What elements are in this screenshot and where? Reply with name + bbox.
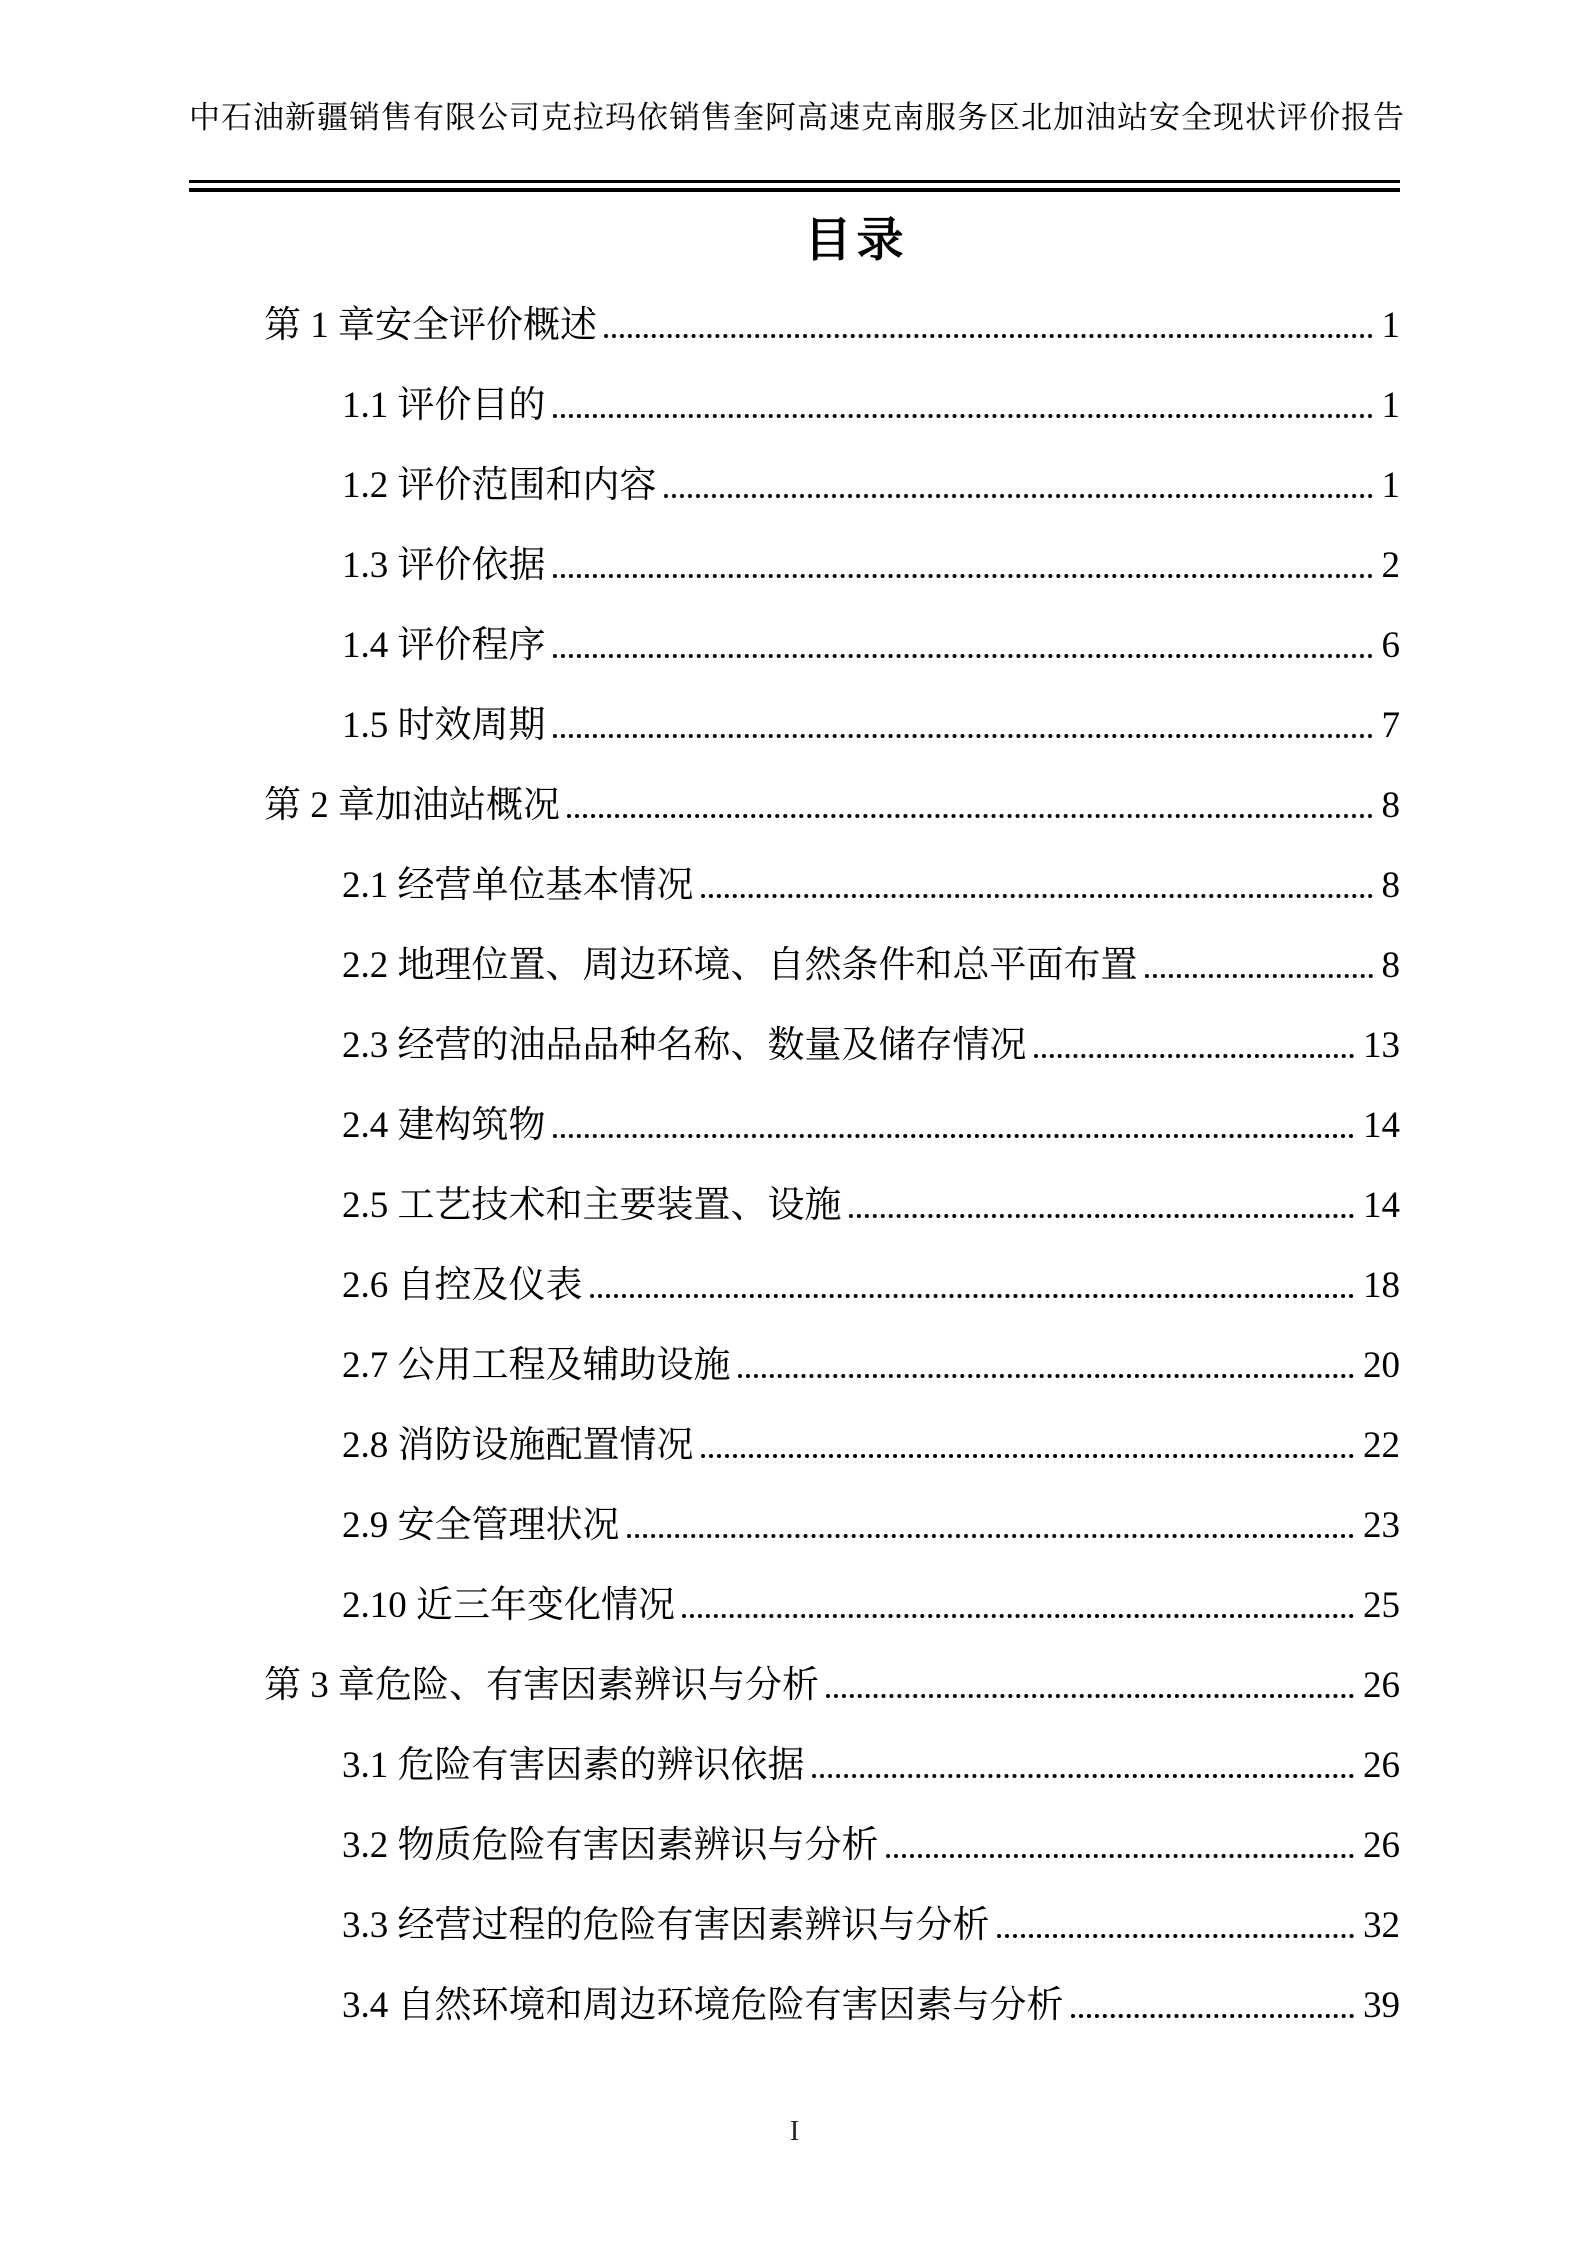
toc-entry-leader-dots xyxy=(553,734,1373,738)
toc-entry-label: 1.1 评价目的 xyxy=(342,385,546,427)
toc-entry-page: 6 xyxy=(1381,625,1400,667)
toc-entry-page: 25 xyxy=(1363,1585,1400,1627)
toc-entry-leader-dots xyxy=(590,1294,1355,1298)
toc-entry-page: 2 xyxy=(1381,545,1400,587)
toc-entry[interactable] xyxy=(189,828,1400,908)
toc-entry[interactable] xyxy=(189,1948,1400,2028)
toc-entry[interactable] xyxy=(189,1788,1400,1868)
toc-entry-page: 8 xyxy=(1381,785,1400,827)
toc-entry-leader-dots xyxy=(682,1614,1354,1618)
toc-entry-leader-dots xyxy=(886,1854,1355,1858)
toc-entry-label: 2.6 自控及仪表 xyxy=(342,1265,583,1307)
header-rule xyxy=(189,180,1400,192)
toc-entry-label: 2.7 公用工程及辅助设施 xyxy=(342,1345,731,1387)
toc-entry-leader-dots xyxy=(664,494,1373,498)
toc-entry[interactable] xyxy=(189,1868,1400,1948)
toc-entry-leader-dots xyxy=(567,814,1373,818)
toc-entry-label: 2.2 地理位置、周边环境、自然条件和总平面布置 xyxy=(342,945,1138,987)
toc-entry[interactable] xyxy=(189,1548,1400,1628)
toc-entry[interactable] xyxy=(189,428,1400,508)
toc-list xyxy=(189,268,1400,2028)
toc-entry-label: 2.5 工艺技术和主要装置、设施 xyxy=(342,1185,842,1227)
toc-entry-page: 1 xyxy=(1381,465,1400,507)
toc-entry-label: 3.3 经营过程的危险有害因素辨识与分析 xyxy=(342,1905,990,1947)
toc-entry-leader-dots xyxy=(553,574,1373,578)
toc-entry-page: 1 xyxy=(1381,385,1400,427)
toc-entry-leader-dots xyxy=(1145,974,1373,978)
toc-entry-page: 26 xyxy=(1363,1745,1400,1787)
toc-entry-label: 2.3 经营的油品品种名称、数量及储存情况 xyxy=(342,1025,1027,1067)
toc-entry-page: 13 xyxy=(1363,1025,1400,1067)
toc-entry-page: 7 xyxy=(1381,705,1400,747)
toc-entry-label: 2.8 消防设施配置情况 xyxy=(342,1425,694,1467)
toc-entry-label: 2.10 近三年变化情况 xyxy=(342,1585,675,1627)
toc-entry-label: 2.1 经营单位基本情况 xyxy=(342,865,694,907)
footer-page-number: I xyxy=(789,2116,800,2147)
toc-entry[interactable] xyxy=(189,1468,1400,1548)
toc-entry-label: 2.4 建构筑物 xyxy=(342,1105,546,1147)
toc-entry[interactable] xyxy=(189,1708,1400,1788)
toc-entry[interactable] xyxy=(189,1148,1400,1228)
toc-entry-page: 1 xyxy=(1381,305,1400,347)
toc-entry[interactable] xyxy=(189,668,1400,748)
toc-entry[interactable] xyxy=(189,908,1400,988)
toc-entry[interactable] xyxy=(189,588,1400,668)
toc-entry-leader-dots xyxy=(553,654,1373,658)
toc-entry-page: 14 xyxy=(1363,1105,1400,1147)
toc-entry-leader-dots xyxy=(701,894,1373,898)
toc-entry[interactable] xyxy=(189,348,1400,428)
toc-entry-page: 22 xyxy=(1363,1425,1400,1467)
toc-entry-page: 8 xyxy=(1381,945,1400,987)
toc-entry-leader-dots xyxy=(849,1214,1355,1218)
toc-entry[interactable] xyxy=(189,988,1400,1068)
page-title: 目录 xyxy=(804,213,909,266)
toc-entry-page: 26 xyxy=(1363,1665,1400,1707)
toc-entry-page: 8 xyxy=(1381,865,1400,907)
toc-entry-page: 26 xyxy=(1363,1825,1400,1867)
toc-entry-leader-dots xyxy=(738,1374,1355,1378)
toc-entry[interactable] xyxy=(189,1388,1400,1468)
toc-entry-page: 14 xyxy=(1363,1185,1400,1227)
toc-entry[interactable] xyxy=(189,508,1400,588)
toc-entry-leader-dots xyxy=(826,1694,1354,1698)
toc-entry-label: 3.1 危险有害因素的辨识依据 xyxy=(342,1745,805,1787)
toc-entry-leader-dots xyxy=(812,1774,1355,1778)
toc-entry-leader-dots xyxy=(1034,1054,1355,1058)
toc-entry-label: 1.3 评价依据 xyxy=(342,545,546,587)
toc-entry-label: 1.2 评价范围和内容 xyxy=(342,465,657,507)
toc-entry[interactable] xyxy=(189,268,1400,348)
toc-entry[interactable] xyxy=(189,1228,1400,1308)
toc-entry-label: 3.4 自然环境和周边环境危险有害因素与分析 xyxy=(342,1985,1064,2027)
toc-entry-label: 第 3 章危险、有害因素辨识与分析 xyxy=(264,1665,819,1707)
running-header: 中石油新疆销售有限公司克拉玛依销售奎阿高速克南服务区北加油站安全现状评价报告 xyxy=(189,100,1405,135)
toc-entry[interactable] xyxy=(189,1068,1400,1148)
toc-entry-label: 第 2 章加油站概况 xyxy=(264,785,560,827)
toc-entry-label: 3.2 物质危险有害因素辨识与分析 xyxy=(342,1825,879,1867)
toc-entry-label: 1.5 时效周期 xyxy=(342,705,546,747)
toc-entry-leader-dots xyxy=(1071,2014,1355,2018)
toc-entry-page: 20 xyxy=(1363,1345,1400,1387)
toc-entry-leader-dots xyxy=(627,1534,1355,1538)
toc-entry-leader-dots xyxy=(553,1134,1355,1138)
toc-entry[interactable] xyxy=(189,1308,1400,1388)
toc-entry-label: 2.9 安全管理状况 xyxy=(342,1505,620,1547)
toc-entry[interactable] xyxy=(189,748,1400,828)
toc-entry-page: 39 xyxy=(1363,1985,1400,2027)
toc-entry-label: 第 1 章安全评价概述 xyxy=(264,305,597,347)
toc-entry-leader-dots xyxy=(701,1454,1355,1458)
toc-entry-page: 23 xyxy=(1363,1505,1400,1547)
toc-entry-leader-dots xyxy=(553,414,1373,418)
toc-entry[interactable] xyxy=(189,1628,1400,1708)
toc-entry-label: 1.4 评价程序 xyxy=(342,625,546,667)
toc-entry-page: 32 xyxy=(1363,1905,1400,1947)
toc-entry-leader-dots xyxy=(604,334,1373,338)
toc-entry-leader-dots xyxy=(997,1934,1355,1938)
toc-entry-page: 18 xyxy=(1363,1265,1400,1307)
